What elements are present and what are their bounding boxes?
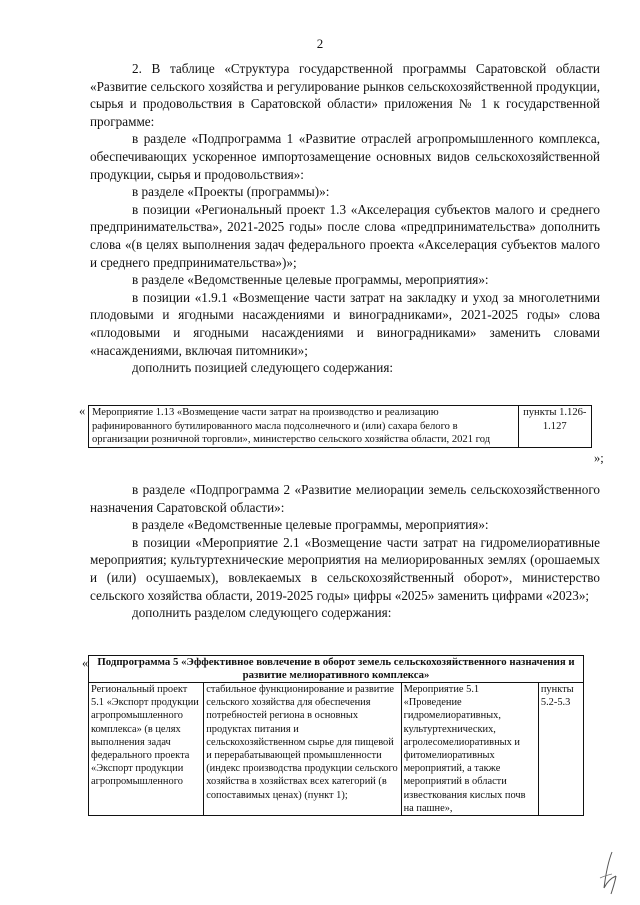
table-row bbox=[89, 406, 592, 448]
paragraph: дополнить разделом следующего содержания: bbox=[132, 605, 392, 621]
table-cell: пункты 5.2-5.3 bbox=[538, 683, 583, 816]
table-cell: пункты 1.126-1.127 bbox=[518, 406, 591, 448]
page-number: 2 bbox=[316, 36, 324, 51]
table bbox=[88, 655, 584, 816]
paragraph: в разделе «Проекты (программы)»: bbox=[132, 184, 330, 200]
paragraph: в разделе «Подпрограмма 2 «Развитие мелиорации земель сельскохозяйственного назначения Саратовской области»: bbox=[90, 482, 600, 515]
table-cell: Мероприятие 1.13 «Возмещение части затрат на производство и реализацию рафинированного бутилированного масла подсолнечного и (или) сахара белого в организации розничной торговли», министерство сельского хозяйства области, 2021 год bbox=[89, 406, 519, 448]
paragraph: в позиции «1.9.1 «Возмещение части затрат на закладку и уход за многолетними плодовыми и ягодными насаждениями и виноградниками», 2021-2025 годы» слова «плодовыми и ягодными насаждениями и виноградниками» заменить словами «насаждениями, включая питомники»; bbox=[90, 289, 600, 358]
paragraph: 2. В таблице «Структура государственной программы Саратовской области «Развитие сельского хозяйства и регулирование рынков сельскохозяйственной продукции, сырья и продовольствия в Саратовской области» приложения № 1 к государственной программе: bbox=[90, 61, 600, 129]
paragraph: в разделе «Подпрограмма 1 «Развитие отраслей агропромышленного комплекса, обеспечивающих ускоренное импортозамещение основных видов сельскохозяйственной продукции, сырья и продовольствия»: bbox=[90, 131, 600, 182]
table bbox=[88, 405, 592, 448]
handwritten-mark-icon bbox=[598, 848, 624, 898]
paragraph: в позиции «Региональный проект 1.3 «Акселерация субъектов малого и среднего предпринимательства», 2021-2025 годы» после слова «предпринимательства» дополнить слова «(в целях выполнения задач федерального проекта «Акселерация субъектов малого и среднего предпринимательства»)»; bbox=[90, 201, 600, 270]
open-quote: « bbox=[79, 404, 86, 418]
paragraph: в разделе «Ведомственные целевые программы, мероприятия»: bbox=[132, 517, 489, 533]
table-cell: стабильное функционирование и развитие сельского хозяйства для обеспечения потребностей региона в основных продуктах питания и сельскохозяйственном сырье для пищевой и перерабатывающей промышленности (индекс производства продукции сельского хозяйства в хозяйствах всех категорий (в сопоставимых ценах) (пункт 1); bbox=[204, 683, 401, 816]
table-cell: Мероприятие 5.1 «Проведение гидромелиоративных, культуртехнических, агролесомелиоративных и фитомелиоративных мероприятий, а также мероприятий в области известкования кислых почв на пашне», bbox=[401, 683, 538, 816]
table-header: Подпрограмма 5 «Эффективное вовлечение в оборот земель сельскохозяйственного назначения и развитие мелиоративного комплекса» bbox=[89, 656, 584, 683]
close-mark: »; bbox=[594, 451, 604, 465]
table-cell: Региональный проект 5.1 «Экспорт продукции агропромышленного комплекса» (в целях выполнения задач федерального проекта «Экспорт продукции агропромышленного bbox=[89, 683, 204, 816]
table-row bbox=[89, 656, 584, 683]
paragraph: дополнить позицией следующего содержания: bbox=[132, 360, 394, 376]
paragraph: в разделе «Ведомственные целевые программы, мероприятия»: bbox=[132, 272, 489, 288]
paragraph: в позиции «Мероприятие 2.1 «Возмещение части затрат на гидромелиоративные мероприятия; культуртехнические мероприятия на мелиорированных землях (орошаемых и (или) осушаемых), вовлекаемых в сельскохозяйственный оборот», министерство сельского хозяйства области, 2019-2025 годы» цифры «2025» заменить цифрами «2023»; bbox=[90, 534, 600, 603]
document-body-continued bbox=[90, 481, 600, 622]
document-body bbox=[90, 60, 600, 377]
open-quote: « bbox=[82, 656, 89, 670]
table-row bbox=[89, 683, 584, 816]
